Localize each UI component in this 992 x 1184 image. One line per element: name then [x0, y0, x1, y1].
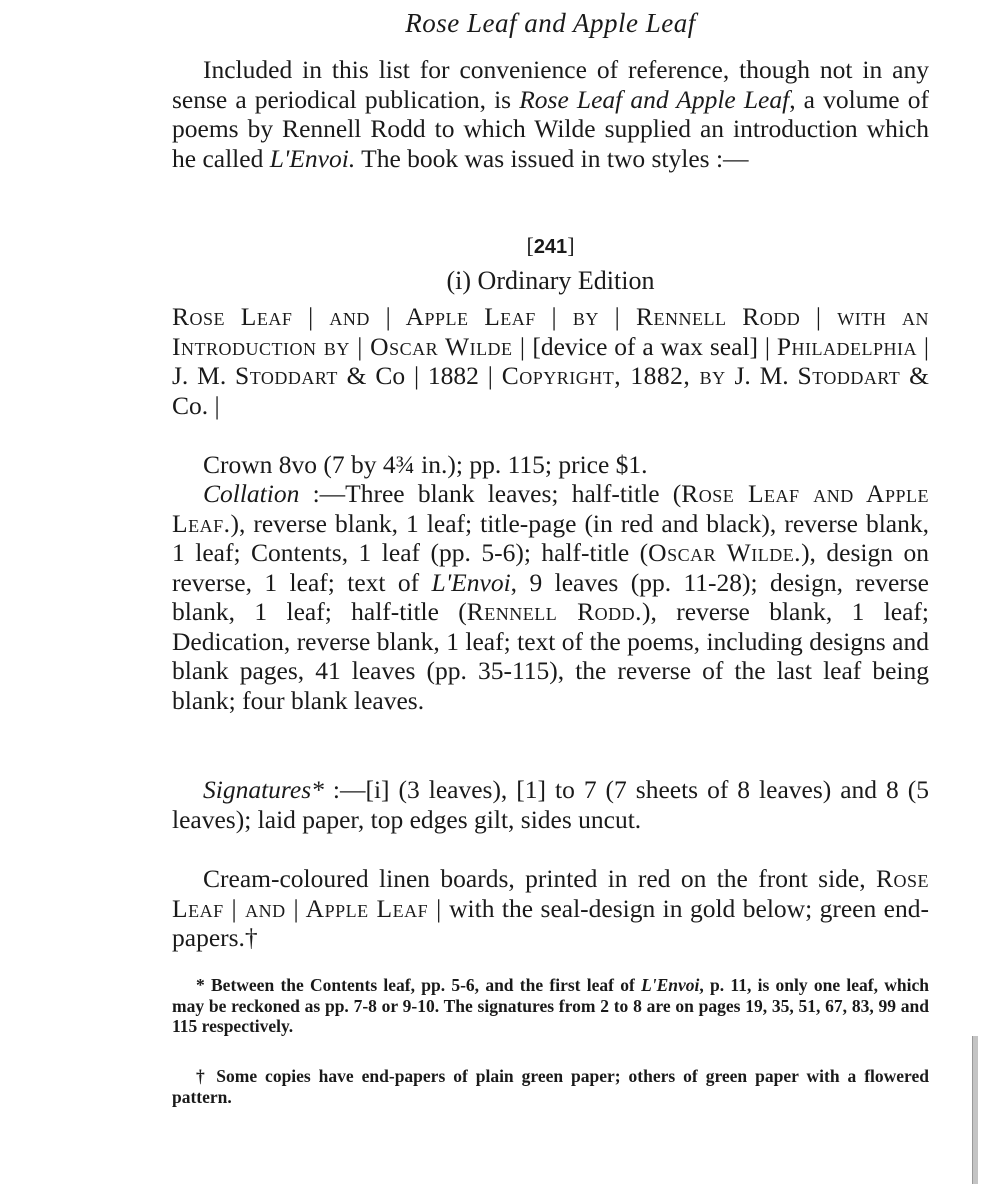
title-transcription-2: [device of a wax seal] |	[525, 331, 777, 361]
intro-paragraph	[172, 55, 929, 173]
page-number-open-bracket: [	[526, 233, 534, 258]
signatures-paragraph	[172, 775, 929, 834]
title-transcription-5: Stoddart	[235, 361, 338, 390]
intro-book-title: Rose Leaf and Apple Leaf	[519, 84, 790, 114]
binding-text-1: Cream-coloured linen boards, printed in red on the front side,	[203, 864, 876, 893]
footnote-1-text-a: * Between the Contents leaf, pp. 5-6, and the first leaf of	[196, 975, 642, 995]
page-number-close-bracket: ]	[567, 233, 575, 258]
footnote-asterisk	[172, 975, 929, 1037]
intro-text-1: Included in this list for convenience of reference, though not in any sense a periodical publication, is	[172, 55, 929, 114]
title-transcription-7: Copyright, 1882, by	[501, 361, 726, 390]
signatures-label: Signatures*	[203, 775, 324, 804]
binding-text-2: with the seal-design in gold below; green end-papers.†	[172, 893, 929, 952]
footnote-1-envoi: L'Envoi	[641, 975, 700, 995]
collation-paragraph	[172, 479, 929, 715]
intro-envoi-title: L'Envoi.	[269, 143, 356, 173]
title-transcription-9: Stoddart	[797, 361, 901, 390]
intro-text-3: The book was issued in two styles :—	[355, 143, 749, 173]
intro-text-2: , a volume of poems by Rennell Rodd to which Wilde supplied an introduction which he called	[172, 84, 929, 173]
collation-label: Collation	[203, 479, 300, 508]
footnote-1-text-b: , p. 11, is only one leaf, which may be reckoned as pp. 7-8 or 9-10. The signatures from 2 to 8 are on pages 19, 35, 51, 67, 83, 99 and 115 respectively.	[172, 975, 929, 1036]
title-transcription-10: & Co. |	[172, 361, 929, 420]
collation-halftitle-1: Rose Leaf and Apple Leaf.	[172, 479, 929, 538]
collation-text-1: :—Three blank leaves; half-title (	[299, 479, 682, 508]
collation-text-3: ), design on reverse, 1 leaf; text of	[172, 538, 929, 597]
collation-envoi: L'Envoi	[431, 567, 511, 597]
page-number-value: 241	[533, 236, 568, 258]
binding-cover-title: Rose Leaf | and | Apple Leaf |	[172, 864, 929, 923]
footnote-dagger: † Some copies have end-papers of plain green paper; others of green paper with a flowered pattern.	[172, 1066, 929, 1107]
signatures-text: :—[i] (3 leaves), [1] to 7 (7 sheets of 8 leaves) and 8 (5 leaves); laid paper, top edges gilt, sides uncut.	[172, 775, 929, 834]
collation-text-4: , 9 leaves (pp. 11-28); design, reverse blank, 1 leaf; half-title (	[172, 567, 929, 626]
format-line: Crown 8vo (7 by 4¾ in.); pp. 115; price $1.	[203, 450, 648, 479]
section-heading: (i) Ordinary Edition	[446, 266, 655, 295]
title-transcription-6: & Co | 1882 |	[337, 361, 502, 390]
scrollbar-thumb[interactable]	[972, 1036, 978, 1184]
page-number	[172, 231, 929, 263]
title-transcription-8: J. M.	[725, 361, 798, 390]
title-transcription-1: Rose Leaf | and | Apple Leaf | by | Rennell Rodd | with an Introduction by | Oscar Wilde |	[172, 302, 929, 361]
title-transcription	[172, 302, 929, 420]
collation-text-5: ), reverse blank, 1 leaf; Dedication, reverse blank, 1 leaf; text of the poems, including designs and blank pages, 41 leaves (pp. 35-115), the reverse of the last leaf being blank; four blank leaves.	[172, 597, 929, 715]
title-transcription-4: | J. M.	[172, 331, 929, 390]
running-head: Rose Leaf and Apple Leaf	[405, 8, 696, 38]
collation-halftitle-3: Rennell Rodd.	[466, 597, 643, 626]
collation-text-2: ), reverse blank, 1 leaf; title-page (in red and black), reverse blank, 1 leaf; Contents, 1 leaf (pp. 5-6); half-title (	[172, 508, 929, 567]
title-transcription-3: Philadelphia	[776, 331, 918, 361]
collation-halftitle-2: Oscar Wilde.	[648, 538, 802, 567]
binding-paragraph	[172, 864, 929, 953]
